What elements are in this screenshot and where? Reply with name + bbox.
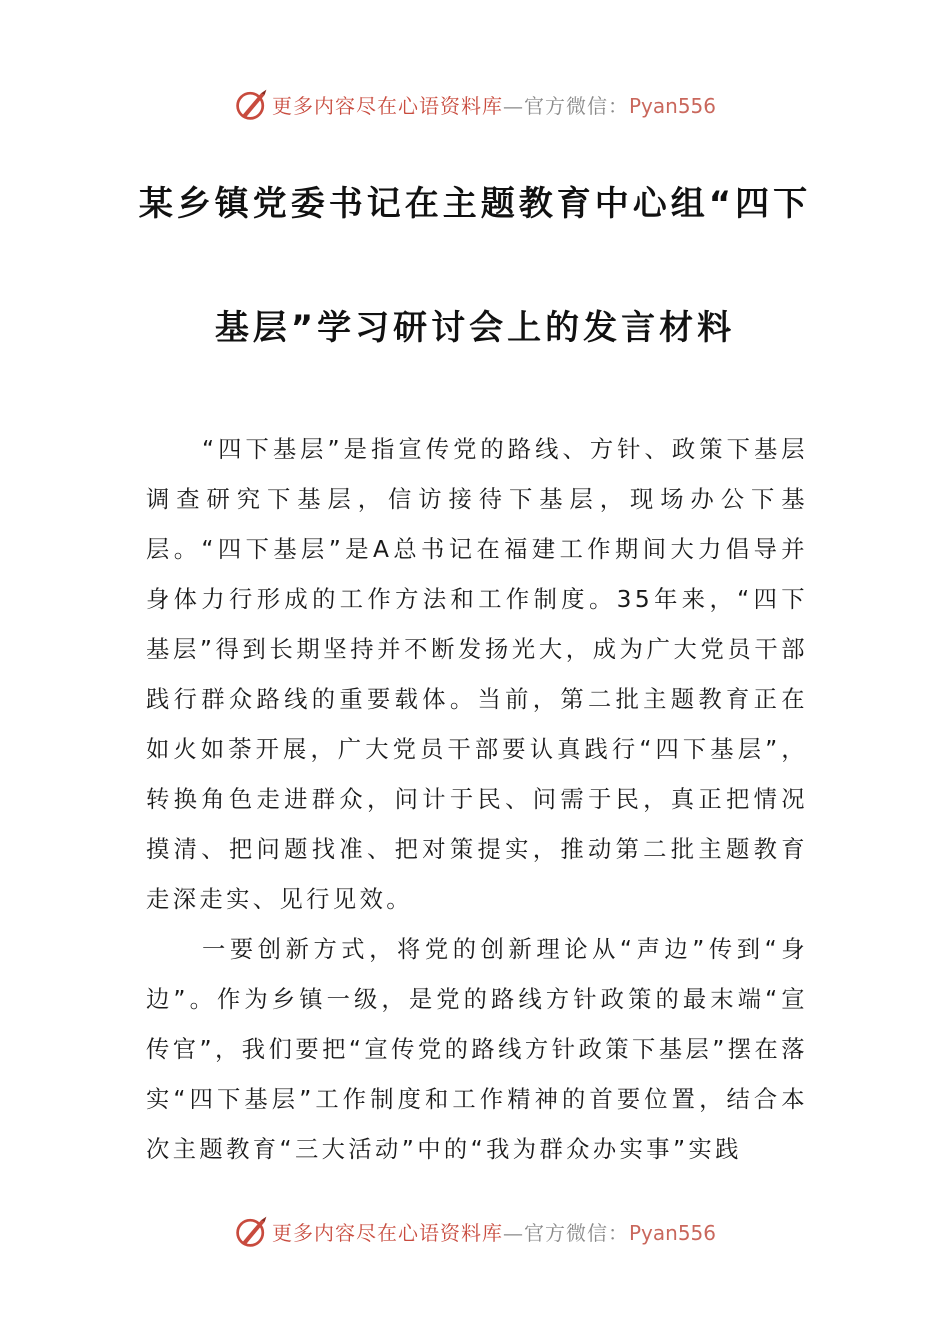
document-title-line-2: 基层”学习研讨会上的发言材料 (214, 308, 736, 348)
quill-logo-icon (234, 1213, 270, 1249)
watermark-separator: — (502, 93, 524, 118)
document-title-line-1: 某乡镇党委书记在主题教育中心组“四下 (138, 184, 812, 224)
paragraph-1: “四下基层”是指宣传党的路线、方针、政策下基层调查研究下基层，信访接待下基层，现场办公下基层。“四下基层”是A总书记在福建工作期间大力倡导并身体力行形成的工作方法和工作制度。35年来，“四下基层”得到长期坚持并不断发扬光大，成为广大党员干部践行群众路线的重要载体。当前，第二批主题教育正在如火如荼开展，广大党员干部要认真践行“四下基层”，转换角色走进群众，问计于民、问需于民，真正把情况摸清、把问题找准、把对策提实，推动第二批主题教育走深走实、见行见效。 (146, 436, 808, 913)
watermark-text (272, 1217, 716, 1246)
document-body (146, 425, 808, 1175)
paragraph-2: 一要创新方式，将党的创新理论从“声边”传到“身边”。作为乡镇一级，是党的路线方针政策的最末端“宣传官”，我们要把“宣传党的路线方针政策下基层”摆在落实“四下基层”工作制度和工作精神的首要位置，结合本次主题教育“三大活动”中的“我为群众办实事”实践 (146, 936, 808, 1163)
watermark-brand: 更多内容尽在心语资料库 (271, 1220, 503, 1245)
watermark-text (272, 90, 716, 119)
watermark-separator: — (502, 1220, 524, 1245)
watermark-wechat-id: Pyan556 (628, 1220, 716, 1245)
header-watermark (0, 84, 950, 124)
quill-logo-icon (234, 86, 270, 122)
footer-watermark (0, 1211, 950, 1251)
watermark-wechat-label: 官方微信： (523, 1220, 629, 1245)
watermark-wechat-id: Pyan556 (628, 93, 716, 118)
watermark-brand: 更多内容尽在心语资料库 (271, 93, 503, 118)
watermark-wechat-label: 官方微信： (523, 93, 629, 118)
